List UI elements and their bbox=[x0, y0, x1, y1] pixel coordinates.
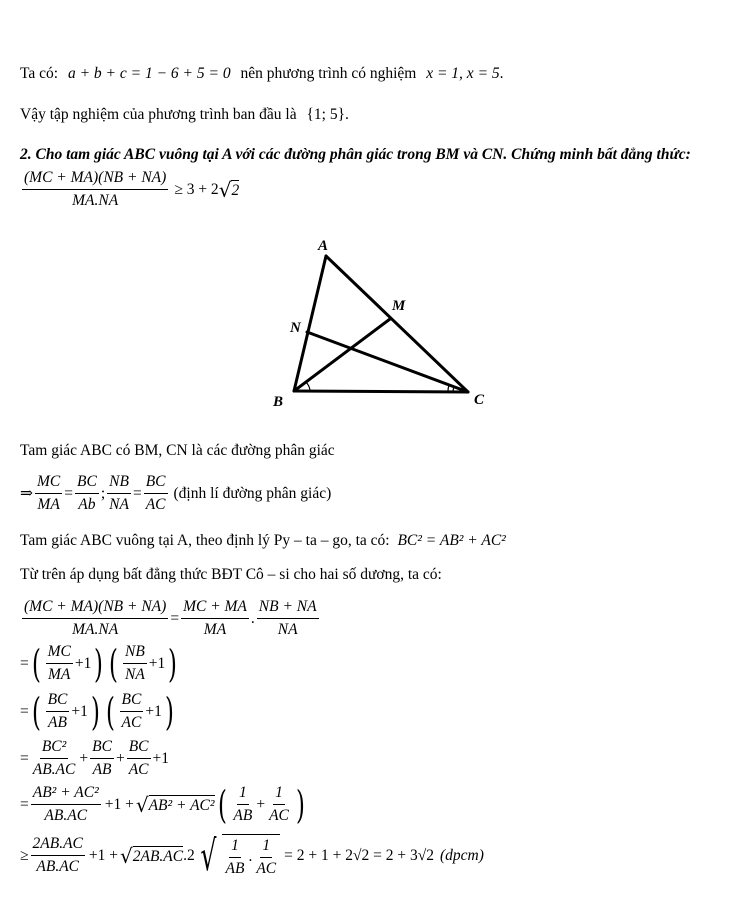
frac-num: NB bbox=[123, 643, 147, 664]
paren-close: ) bbox=[168, 641, 178, 686]
line1-end: . bbox=[499, 65, 504, 82]
paren-close: ) bbox=[295, 782, 305, 827]
frac-den: AB bbox=[48, 714, 67, 731]
frac-mc-ma bbox=[35, 473, 62, 514]
frac-nb-na bbox=[107, 473, 131, 514]
radicand: 2AB.AC bbox=[132, 847, 184, 865]
paren-open: ( bbox=[217, 782, 227, 827]
frac-num: BC bbox=[90, 738, 114, 759]
frac-den: MA bbox=[203, 621, 227, 638]
problem-title: 2. Cho tam giác ABC vuông tại A với các đường phân giác trong BM và CN. Chứng minh bất đẳng thức: bbox=[20, 146, 691, 163]
plus-one: +1 bbox=[71, 702, 88, 720]
s5-frac-3 bbox=[267, 784, 291, 825]
sqrt-icon: √ bbox=[135, 792, 149, 817]
frac-num: BC² bbox=[40, 738, 68, 759]
frac-den: MA bbox=[48, 666, 71, 683]
step-5 bbox=[20, 784, 308, 825]
problem-rad: 2 bbox=[231, 181, 240, 199]
frac-num: BC bbox=[46, 691, 70, 712]
frac-num: NB + NA bbox=[257, 598, 319, 619]
frac-den: MA bbox=[37, 496, 60, 513]
side-bc bbox=[294, 391, 468, 392]
sqrt-icon: √ bbox=[200, 831, 217, 880]
s6-frac-3 bbox=[254, 837, 278, 878]
frac-den: AC bbox=[256, 859, 277, 877]
frac-num: 1 bbox=[273, 784, 285, 805]
step-3 bbox=[20, 691, 177, 732]
s3-frac-2 bbox=[120, 691, 144, 732]
para-2 bbox=[20, 473, 331, 514]
radicand: AB² + AC² bbox=[148, 796, 215, 814]
frac-num: BC bbox=[120, 691, 144, 712]
step-1 bbox=[20, 598, 321, 639]
line1-roots: x = 1, x = 5 bbox=[426, 65, 500, 82]
dot: . bbox=[248, 848, 253, 865]
s5-frac-1 bbox=[31, 784, 101, 825]
frac-num: MC + MA bbox=[181, 598, 249, 619]
step-4 bbox=[20, 738, 169, 779]
final-equality: = 2 + 1 + 2√2 = 2 + 3√2 bbox=[284, 846, 434, 864]
s2-frac-2 bbox=[123, 643, 147, 684]
equals: = bbox=[20, 795, 29, 813]
paren-open: ( bbox=[105, 689, 115, 734]
geq-symbol: ≥ bbox=[20, 846, 29, 864]
s4-frac-2 bbox=[90, 738, 114, 779]
frac-den: AB bbox=[225, 859, 245, 877]
pythagoras-eq: BC² = AB² + AC² bbox=[397, 532, 506, 549]
s6-frac-1 bbox=[31, 835, 85, 876]
plus-one: +1 bbox=[152, 749, 169, 767]
para-3 bbox=[20, 533, 506, 549]
equals: = bbox=[20, 702, 29, 720]
implies-symbol: ⇒ bbox=[20, 485, 33, 502]
para-3-text: Tam giác ABC vuông tại A, theo định lý Py – ta – go, ta có: bbox=[20, 532, 390, 549]
frac-num: 1 bbox=[229, 837, 241, 858]
frac-num: NB bbox=[107, 473, 131, 494]
line1-middle: nên phương trình có nghiệm bbox=[240, 65, 417, 82]
problem-inequality bbox=[20, 169, 239, 210]
para-1: Tam giác ABC có BM, CN là các đường phân giác bbox=[20, 442, 335, 459]
big-sqrt-radicand bbox=[222, 834, 281, 878]
plus: + bbox=[79, 749, 89, 767]
paren-open: ( bbox=[109, 641, 119, 686]
problem-fraction bbox=[22, 169, 168, 210]
frac-bc-ab bbox=[75, 473, 99, 514]
frac-num: AB² + AC² bbox=[31, 784, 101, 805]
side-ac bbox=[326, 256, 468, 392]
equals: = bbox=[132, 484, 142, 502]
frac-num: 1 bbox=[260, 837, 272, 858]
frac-num: MC bbox=[35, 473, 62, 494]
frac-den: MA.NA bbox=[72, 621, 119, 638]
line1-math: a + b + c = 1 − 6 + 5 = 0 bbox=[67, 65, 231, 82]
s1-frac-2 bbox=[181, 598, 249, 639]
times-two: .2 bbox=[183, 846, 195, 864]
plus-one: +1 bbox=[74, 654, 92, 672]
sqrt-icon: √ bbox=[120, 843, 133, 868]
frac-den: AB.AC bbox=[36, 858, 80, 875]
big-sqrt bbox=[195, 831, 280, 880]
frac-den: NA bbox=[277, 621, 298, 638]
label-c: C bbox=[474, 392, 485, 408]
step-6 bbox=[20, 831, 484, 880]
s3-frac-1 bbox=[46, 691, 70, 732]
frac-num: 2AB.AC bbox=[31, 835, 85, 856]
frac-den: AB.AC bbox=[32, 761, 76, 778]
para-4: Từ trên áp dụng bất đẳng thức BĐT Cô – si cho hai số dương, ta có: bbox=[20, 566, 442, 583]
dot: . bbox=[250, 609, 255, 627]
paren-close: ) bbox=[90, 689, 100, 734]
label-a: A bbox=[318, 238, 329, 254]
frac-num: (MC + MA)(NB + NA) bbox=[22, 598, 168, 619]
frac-den: AB bbox=[92, 761, 112, 778]
frac-den: AC bbox=[145, 496, 166, 513]
frac-den: Ab bbox=[78, 496, 96, 513]
frac-num: BC bbox=[75, 473, 99, 494]
equals: = bbox=[170, 609, 180, 627]
s4-frac-3 bbox=[127, 738, 151, 779]
line-2 bbox=[20, 107, 349, 123]
s6-frac-2 bbox=[224, 837, 247, 878]
frac-num: BC bbox=[127, 738, 151, 759]
paren-open: ( bbox=[31, 641, 41, 686]
label-n: N bbox=[290, 320, 301, 336]
problem-den: MA.NA bbox=[72, 192, 119, 209]
frac-den: AC bbox=[128, 761, 149, 778]
frac-num: 1 bbox=[237, 784, 249, 805]
frac-num: MC bbox=[46, 643, 73, 664]
step-2 bbox=[20, 643, 180, 684]
sqrt-icon: √ bbox=[218, 177, 232, 202]
frac-bc-ac bbox=[144, 473, 168, 514]
plus-one: +1 bbox=[148, 654, 166, 672]
qed-note: (dpcm) bbox=[440, 846, 484, 864]
s5-frac-2 bbox=[231, 784, 254, 825]
theorem-note: (định lí đường phân giác) bbox=[173, 484, 332, 502]
line-1 bbox=[20, 66, 504, 82]
plus-one-plus: +1 + bbox=[104, 795, 134, 813]
frac-den: NA bbox=[124, 666, 145, 683]
s2-frac-1 bbox=[46, 643, 73, 684]
line1-prefix: Ta có: bbox=[20, 65, 59, 82]
paren-close: ) bbox=[94, 641, 104, 686]
s1-frac-3 bbox=[257, 598, 319, 639]
plus: + bbox=[256, 795, 266, 813]
equals: = bbox=[20, 654, 29, 672]
paren-close: ) bbox=[164, 689, 174, 734]
equals: = bbox=[64, 484, 73, 502]
frac-den: AB.AC bbox=[44, 807, 88, 824]
frac-den: AC bbox=[121, 714, 142, 731]
frac-num: BC bbox=[144, 473, 168, 494]
plus-one: +1 bbox=[145, 702, 162, 720]
s4-frac-1 bbox=[31, 738, 78, 779]
separator: ; bbox=[100, 484, 106, 502]
s1-frac-1 bbox=[22, 598, 168, 639]
problem-num: (MC + MA)(NB + NA) bbox=[22, 169, 168, 190]
line2-text: Vậy tập nghiệm của phương trình ban đầu là bbox=[20, 106, 297, 123]
paren-open: ( bbox=[31, 689, 41, 734]
label-m: M bbox=[392, 298, 406, 314]
triangle-figure bbox=[260, 232, 500, 412]
label-b: B bbox=[273, 394, 284, 410]
line2-end: . bbox=[345, 106, 349, 123]
problem-rhs: ≥ 3 + 2 bbox=[174, 180, 219, 198]
solution-set: {1; 5} bbox=[306, 106, 346, 123]
plus: + bbox=[115, 749, 125, 767]
frac-den: AC bbox=[269, 807, 289, 824]
plus-one-plus: +1 + bbox=[88, 846, 118, 864]
equals: = bbox=[20, 749, 29, 767]
frac-den: AB bbox=[233, 807, 253, 824]
frac-den: NA bbox=[109, 496, 129, 513]
angle-mark-b bbox=[306, 382, 310, 390]
